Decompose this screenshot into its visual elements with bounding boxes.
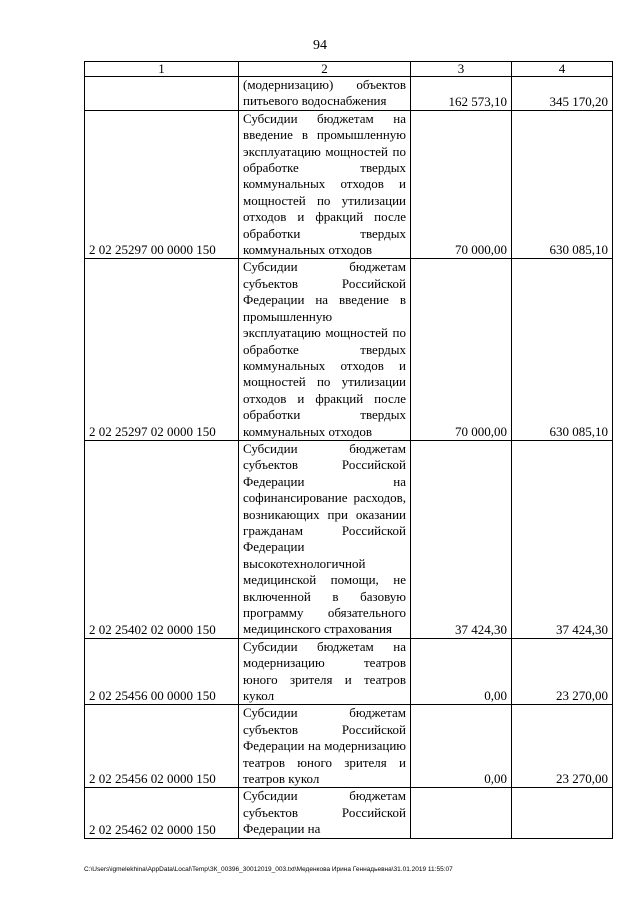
table-row	[85, 77, 613, 111]
amount-col4	[512, 788, 613, 838]
header-row	[85, 62, 613, 77]
amount-col3: 0,00	[411, 638, 512, 705]
page-number: 94	[313, 38, 327, 53]
budget-code: 2 02 25456 02 0000 150	[85, 705, 239, 788]
column-header-2: 2	[239, 62, 411, 77]
description: Субсидии бюджетам субъектов Российской Федерации на софинансирование расходов, возникающих при оказании гражданам Российской Федерации высокотехнологичной медицинской помощи, не включенной в базовую программу обязательного медицинского страхования	[239, 440, 411, 638]
amount-col4: 23 270,00	[512, 705, 613, 788]
description: Субсидии бюджетам субъектов Российской Федерации на модернизацию театров юного зрителя и театров кукол	[239, 705, 411, 788]
description: (модернизацию) объектов питьевого водоснабжения	[239, 77, 411, 111]
amount-col3: 162 573,10	[411, 77, 512, 111]
budget-code: 2 02 25297 02 0000 150	[85, 259, 239, 440]
amount-col3: 37 424,30	[411, 440, 512, 638]
column-header-4: 4	[512, 62, 613, 77]
file-path-footer: C:\Users\igmelekhina\AppData\Local\Temp\ЗК_00396_30012019_003.txt\Меденкова Ирина Геннадьевна\31.01.2019 11:55:07	[84, 866, 453, 873]
budget-code: 2 02 25297 00 0000 150	[85, 110, 239, 259]
description: Субсидии бюджетам субъектов Российской Федерации на введение в промышленную эксплуатацию мощностей по обработке твердых коммунальных отходов и мощностей по утилизации отходов и фракций после обработки твердых коммунальных отходов	[239, 259, 411, 440]
table-row	[85, 638, 613, 705]
amount-col4: 630 085,10	[512, 259, 613, 440]
budget-table	[84, 61, 613, 839]
amount-col3: 0,00	[411, 705, 512, 788]
amount-col4: 630 085,10	[512, 110, 613, 259]
amount-col3: 70 000,00	[411, 259, 512, 440]
amount-col4: 37 424,30	[512, 440, 613, 638]
table-row	[85, 259, 613, 440]
table-row	[85, 788, 613, 838]
amount-col3: 70 000,00	[411, 110, 512, 259]
table-row	[85, 110, 613, 259]
description: Субсидии бюджетам на введение в промышленную эксплуатацию мощностей по обработке твердых коммунальных отходов и мощностей по утилизации отходов и фракций после обработки твердых коммунальных отходов	[239, 110, 411, 259]
amount-col4: 23 270,00	[512, 638, 613, 705]
table-row	[85, 440, 613, 638]
budget-code: 2 02 25402 02 0000 150	[85, 440, 239, 638]
column-header-1: 1	[85, 62, 239, 77]
amount-col4: 345 170,20	[512, 77, 613, 111]
budget-code: 2 02 25462 02 0000 150	[85, 788, 239, 838]
description: Субсидии бюджетам на модернизацию театров юного зрителя и театров кукол	[239, 638, 411, 705]
amount-col3	[411, 788, 512, 838]
column-header-3: 3	[411, 62, 512, 77]
budget-code	[85, 77, 239, 111]
table-row	[85, 705, 613, 788]
description: Субсидии бюджетам субъектов Российской Федерации на	[239, 788, 411, 838]
budget-code: 2 02 25456 00 0000 150	[85, 638, 239, 705]
